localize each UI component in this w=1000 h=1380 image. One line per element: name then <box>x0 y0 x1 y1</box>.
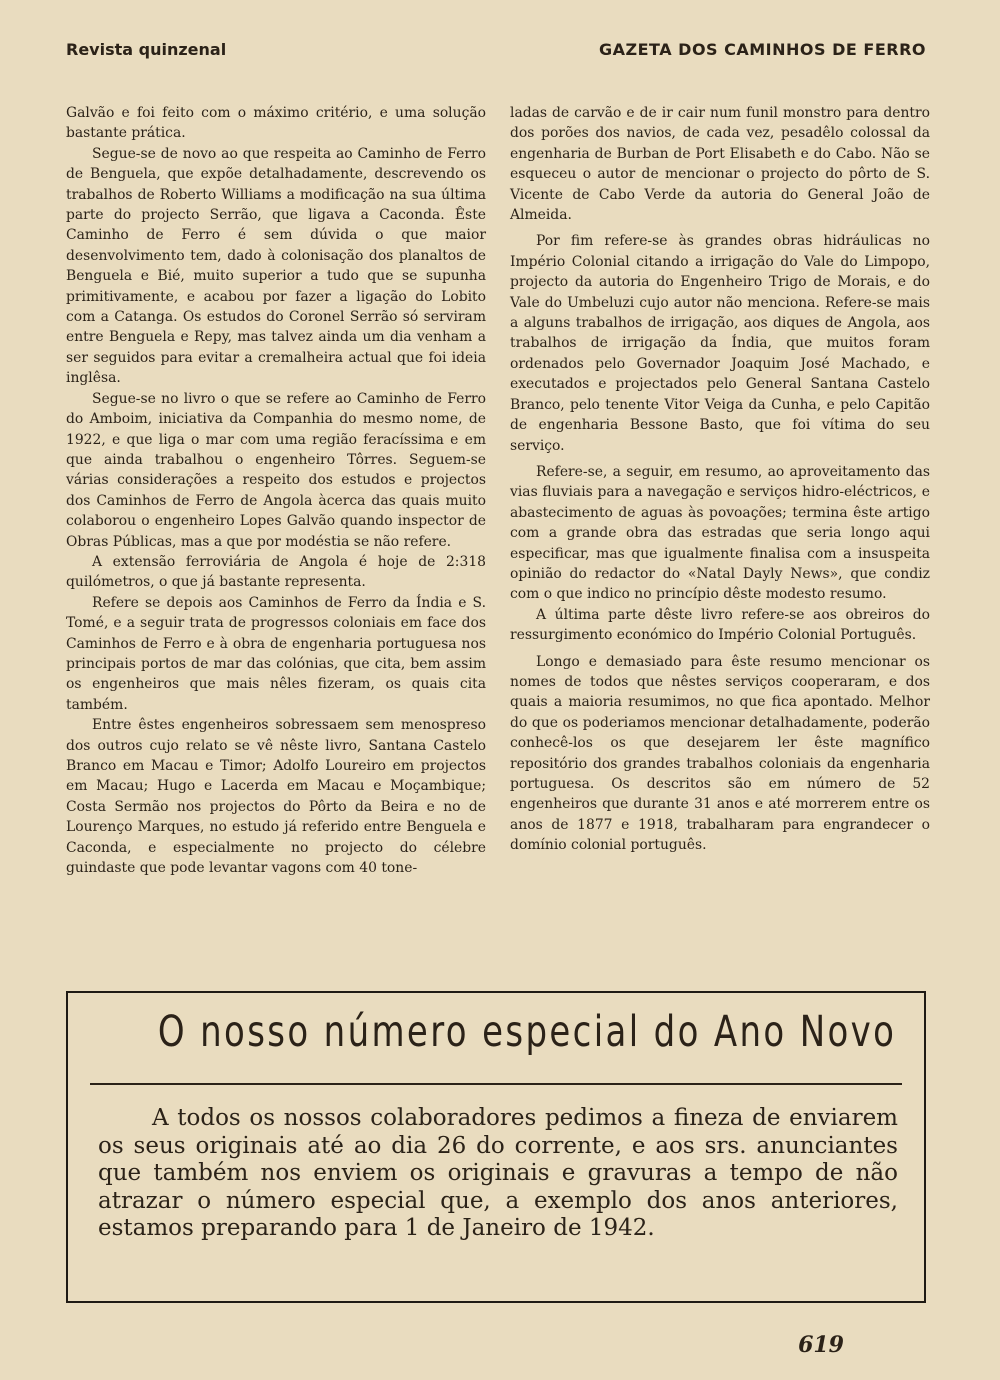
paragraph: A última parte dêste livro refere-se aos obreiros do ressurgimento económico do Império Colonial Português. <box>510 606 930 644</box>
notice-title: O nosso número especial do Ano Novo <box>157 1007 897 1057</box>
left-column <box>66 103 486 878</box>
page-number: 619 <box>798 1332 844 1358</box>
paragraph: A extensão ferroviária de Angola é hoje de 2:318 quilómetros, o que já bastante representa. <box>66 553 486 591</box>
paragraph: Segue-se de novo ao que respeita ao Caminho de Ferro de Benguela, que expõe detalhadamente, descrevendo os trabalhos de Roberto Williams a modificação na sua última parte do projecto Serrão, que ligava a Caconda. Êste Caminho de Ferro é sem dúvida o que maior desenvolvimento tem, dado à colonisação dos planaltos de Benguela e Bié, muito superior a tudo que se supunha primitivamente, e acabou por fazer a ligação do Lobito com a Catanga. Os estudos do Coronel Serrão só serviram entre Benguela e Repy, mas talvez ainda um dia venham a ser seguidos para evitar a cremalheira actual que foi ideia inglêsa. <box>66 145 486 387</box>
paragraph: Longo e demasiado para êste resumo mencionar os nomes de todos que nêstes serviços cooperaram, e dos quais a maioria resumimos, no que fica apontado. Melhor do que os poderiamos mencionar detalhadamente, poderão conhecê-los os que desejarem ler êste magnífico repositório dos grandes trabalhos coloniais da engenharia portuguesa. Os descritos são em número de 52 engenheiros que durante 31 anos e até morrerem entre os anos de 1877 e 1918, trabalharam para engrandecer o domínio colonial português. <box>510 653 930 854</box>
paragraph: Refere-se, a seguir, em resumo, ao aproveitamento das vias fluviais para a navegação e serviços hidro-eléctricos, e abastecimento de aguas às povoações; termina êste artigo com a grande obra das estradas que seria longo aqui especificar, mas que igualmente finalisa com a insuspeita opinião do redactor do «Natal Dayly News», que condiz com o que indico no princípio dêste modesto resumo. <box>510 463 930 603</box>
notice-divider <box>90 1083 902 1085</box>
paragraph: Segue-se no livro o que se refere ao Caminho de Ferro do Amboim, iniciativa da Companhia do mesmo nome, de 1922, e que liga o mar com uma região feracíssima e em que ainda trabalhou o engenheiro Tôrres. Seguem-se várias considerações a respeito dos estudos e projectos dos Caminhos de Ferro de Angola àcerca das quais muito colaborou o engenheiro Lopes Galvão quando inspector de Obras Públicas, mas a que por modéstia se não refere. <box>66 390 486 550</box>
paragraph: Refere se depois aos Caminhos de Ferro da Índia e S. Tomé, e a seguir trata de progressos coloniais em face dos Caminhos de Ferro e à obra de engenharia portuguesa nos principais portos de mar das colónias, que cita, bem assim os engenheiros que mais nêles fizeram, os quais cita também. <box>66 594 486 713</box>
paragraph: Por fim refere-se às grandes obras hidráulicas no Império Colonial citando a irrigação do Vale do Limpopo, projecto da autoria do Engenheiro Trigo de Morais, e do Vale do Umbeluzi cujo autor não menciona. Refere-se mais a alguns trabalhos de irrigação, aos diques de Angola, aos trabalhos de irrigação da Índia, que muitos foram ordenados pelo Governador Joaquim José Machado, e executados e projectados pelo General Santana Castelo Branco, pelo tenente Vitor Veiga da Cunha, e pelo Capitão de engenharia Bessone Basto, que foi vítima do seu serviço. <box>510 233 930 454</box>
notice-box <box>66 991 926 1303</box>
paragraph: ladas de carvão e de ir cair num funil monstro para dentro dos porões dos navios, de cada vez, pesadêlo colossal da engenharia de Burban de Port Elisabeth e do Cabo. Não se esqueceu o autor de mencionar o projecto do pôrto de S. Vicente de Cabo Verde da autoria do General João de Almeida. <box>510 105 930 224</box>
notice-text: A todos os nossos colaboradores pedimos a fineza de enviarem os seus originais até ao dia 26 do corrente, e aos srs. anunciantes que também nos enviem os originais e gravuras a tempo de não atrazar o número especial que, a exemplo dos anos anteriores, estamos preparando para 1 de Janeiro de 1942. <box>98 1105 898 1241</box>
header-left: Revista quinzenal <box>66 40 227 59</box>
right-column <box>510 103 930 856</box>
running-header <box>66 40 926 68</box>
header-right: GAZETA DOS CAMINHOS DE FERRO <box>598 40 926 59</box>
paragraph: Galvão e foi feito com o máximo critério, e uma solução bastante prática. <box>66 105 486 142</box>
paragraph: Entre êstes engenheiros sobressaem sem menospreso dos outros cujo relato se vê nêste livro, Santana Castelo Branco em Macau e Timor; Adolfo Loureiro em projectos em Macau; Hugo e Lacerda em Macau e Moçambique; Costa Sermão nos projectos do Pôrto da Beira e no de Lourenço Marques, no estudo já referido entre Benguela e Caconda, e especialmente no projecto do célebre guindaste que pode levantar vagons com 40 tone- <box>66 717 486 877</box>
